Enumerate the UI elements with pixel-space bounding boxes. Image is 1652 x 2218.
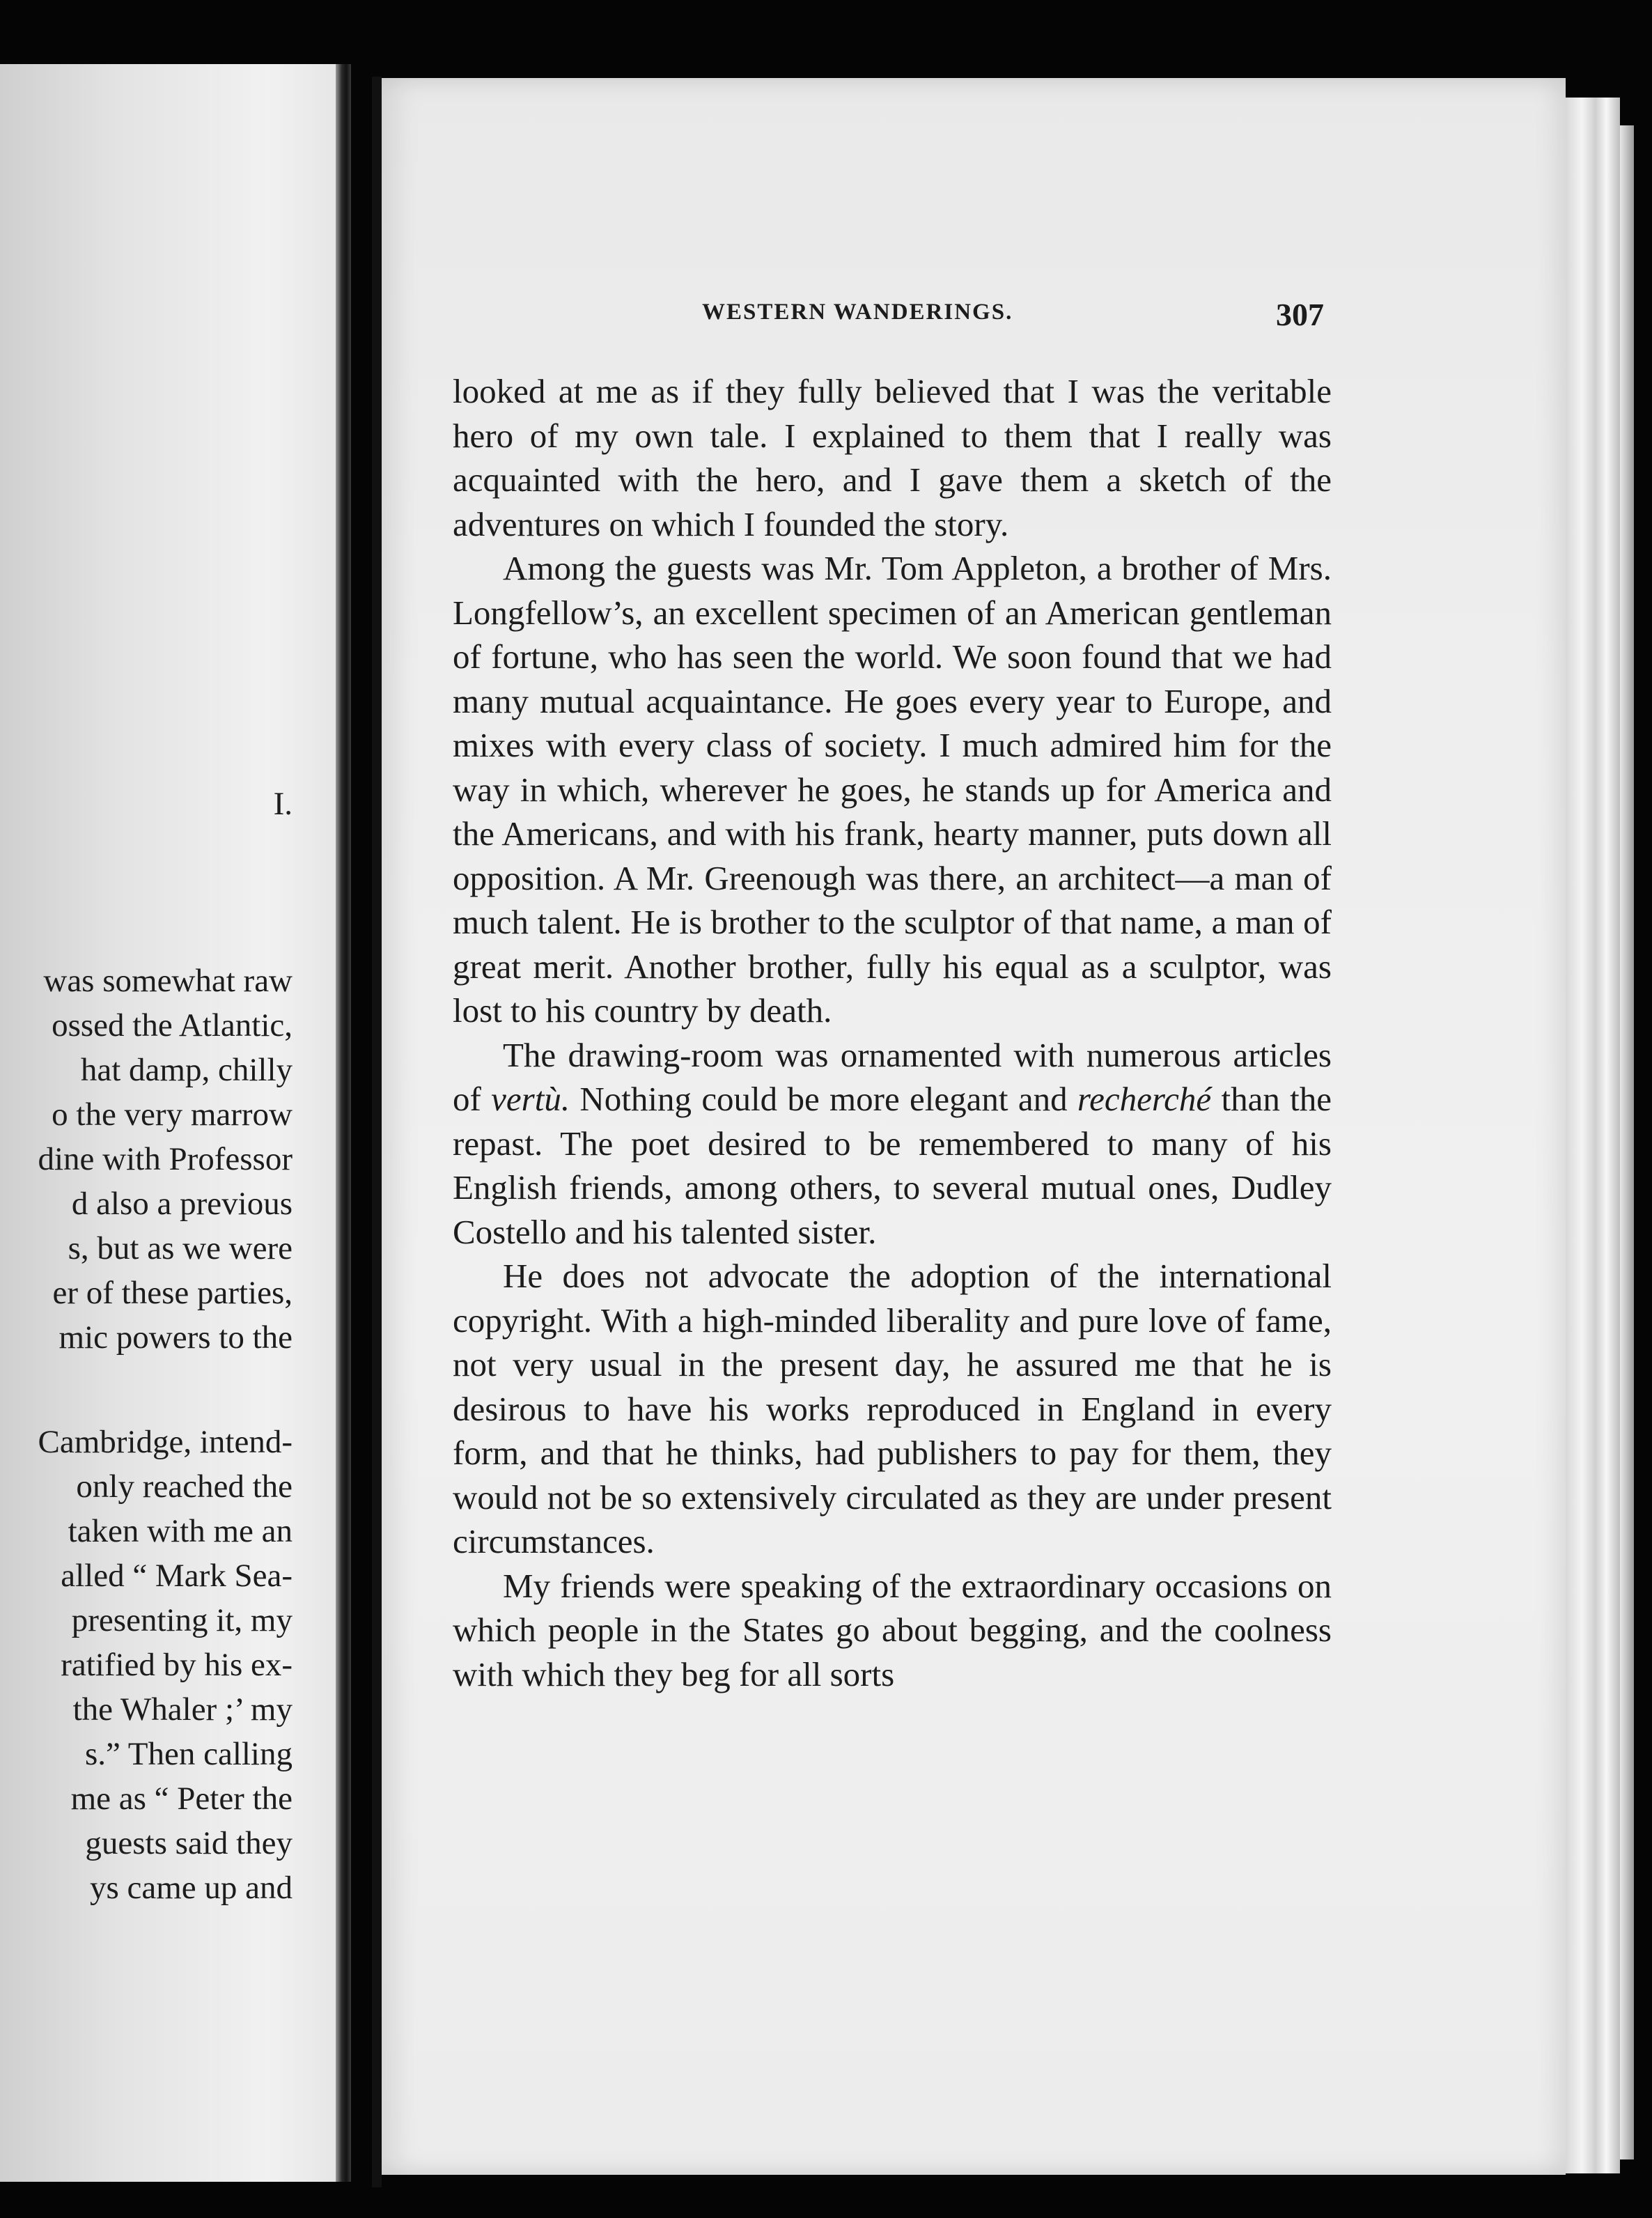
left-page [0, 64, 336, 2182]
left-page-text-fragment: alled “ Mark Sea- [61, 1558, 293, 1594]
left-page-text-fragment: d also a previous [71, 1186, 293, 1222]
left-page-text-fragment: Cambridge, intend- [38, 1424, 293, 1460]
italic-term-vertu: vertù. [491, 1080, 570, 1118]
left-page-text-fragment: ossed the Atlantic, [52, 1007, 293, 1044]
italic-term-recherche: recherché [1077, 1080, 1212, 1118]
paragraph: He does not advocate the adoption of the international copyright. With a high-minded liberality and pure love of fame, not very usual in the present day, he assured me that he is desirous to have his works reproduced in England in every form, and that he thinks, had publishers to pay for them, they would not be so extensively circulated as they are under present circumstances. [453, 1257, 1332, 1560]
page-edges-outer [1620, 125, 1634, 2159]
paragraph-continued: looked at me as if they fully believed that I was the veritable hero of my own tale. I explained to them that I really was acquainted with the hero, and I gave them a sketch of the adventures on which I founded the story. [453, 372, 1332, 543]
left-page-text-fragment: presenting it, my [71, 1602, 293, 1638]
page-gutter-shadow [336, 64, 351, 2182]
book-spine-gutter [372, 77, 382, 2187]
left-page-text-fragment: s.” Then calling [84, 1736, 293, 1772]
running-head: WESTERN WANDERINGS. [702, 300, 1013, 325]
page-edges [1566, 98, 1620, 2173]
text-run: than the repast. The poet desired to be remembered to many of his English friends, among others, to several mutual ones, Dudley Costello and his talented sister. [453, 1080, 1332, 1251]
left-page-text-fragment: the Whaler ;’ my [72, 1691, 293, 1728]
body-text [453, 369, 1332, 1696]
left-page-text-fragment: o the very marrow [52, 1096, 293, 1133]
left-page-text-fragment: hat damp, chilly [80, 1052, 293, 1088]
left-page-text-fragment: taken with me an [68, 1513, 293, 1549]
paragraph: My friends were speaking of the extraordinary occasions on which people in the States go about begging, and the coolness with which they beg for all sorts [453, 1566, 1332, 1693]
left-page-text-fragment: was somewhat raw [43, 963, 293, 999]
page-number: 307 [1276, 297, 1324, 332]
left-page-text-fragment: dine with Professor [38, 1141, 293, 1177]
left-page-text-fragment: I. [273, 786, 293, 822]
left-page-text-fragment: ratified by his ex- [61, 1647, 293, 1683]
left-page-text-fragment: ys came up and [89, 1870, 293, 1906]
left-page-text-fragment: guests said they [85, 1825, 293, 1861]
text-run: Nothing could be more elegant and [570, 1080, 1077, 1118]
left-page-text-fragment: only reached the [76, 1468, 293, 1505]
text-run: The drawing-room was ornamented with numerous articles of [453, 1035, 1332, 1118]
left-page-text-fragment: me as “ Peter the [70, 1781, 293, 1817]
paragraph [453, 1033, 1332, 1255]
left-page-text-fragment: er of these parties, [52, 1275, 293, 1311]
paragraph: Among the guests was Mr. Tom Appleton, a brother of Mrs. Longfellow’s, an excellent specimen of an American gentleman of fortune, who has seen the world. We soon found that we had many mutual acquaintance. He goes every year to Europe, and mixes with every class of society. I much admired him for the way in which, wherever he goes, he stands up for America and the Americans, and with his frank, hearty manner, puts down all opposition. A Mr. Greenough was there, an architect—a man of much talent. He is brother to the sculptor of that name, a man of great merit. Another brother, fully his equal as a sculptor, was lost to his country by death. [453, 549, 1332, 1030]
left-page-text-fragment: mic powers to the [59, 1319, 293, 1356]
left-page-text-fragment: s, but as we were [68, 1230, 293, 1266]
